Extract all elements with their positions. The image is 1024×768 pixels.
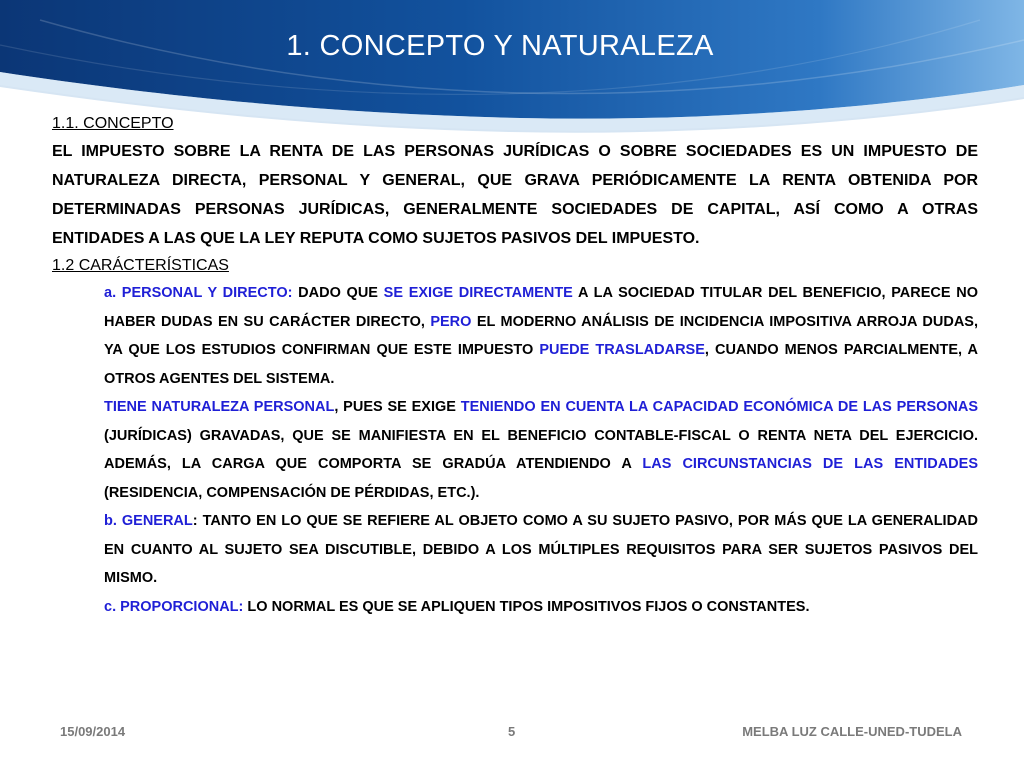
section-heading-caracteristicas: 1.2 CARÁCTERÍSTICAS <box>52 257 229 274</box>
footer-page-number: 5 <box>508 724 516 739</box>
body-text: A LA SOCIEDAD TITULAR DEL BENEFICIO, PARECE NO HABER DUDAS EN SU CARÁCTER DIRECTO, <box>104 285 978 330</box>
highlight-text: b. GENERAL <box>104 513 193 529</box>
slide-title: 1. CONCEPTO Y NATURALEZA <box>286 30 714 62</box>
paragraph-general <box>52 507 978 593</box>
highlight-text: SE EXIGE DIRECTAMENTE <box>383 285 573 301</box>
section-heading-concepto: 1.1. CONCEPTO <box>52 115 174 132</box>
paragraph-naturaleza-personal <box>52 393 978 507</box>
paragraph-proporcional <box>52 593 978 622</box>
body-text: (RESIDENCIA, COMPENSACIÓN DE PÉRDIDAS, ETC.). <box>104 484 480 501</box>
paragraph-personal-directo <box>52 279 978 393</box>
body-text: EL MODERNO ANÁLISIS DE INCIDENCIA IMPOSITIVA ARROJA DUDAS, YA QUE LOS ESTUDIOS CONFIRMAN QUE ESTE IMPUESTO <box>104 313 978 358</box>
body-text: , PUES SE EXIGE <box>334 399 461 415</box>
footer-author: MELBA LUZ CALLE-UNED-TUDELA <box>742 724 962 739</box>
highlight-text: c. PROPORCIONAL: <box>104 598 244 615</box>
highlight-text: PUEDE TRASLADARSE <box>539 342 705 358</box>
highlight-text: PERO <box>430 313 472 330</box>
highlight-text: TENIENDO EN CUENTA LA CAPACIDAD ECONÓMICA DE LAS PERSONAS <box>460 399 979 415</box>
body-text: : TANTO EN LO QUE SE REFIERE AL OBJETO COMO A SU SUJETO PASIVO, POR MÁS QUE LA GENERALIDAD EN CUANTO AL SUJETO SEA DISCUTIBLE, DEBIDO A LOS MÚLTIPLES REQUISITOS PARA SER SUJETOS PASIVOS DEL MISMO. <box>104 513 978 586</box>
slide-content <box>52 111 978 621</box>
body-text: LO NORMAL ES QUE SE APLIQUEN TIPOS IMPOSITIVOS FIJOS O CONSTANTES. <box>243 598 810 615</box>
highlight-text: TIENE NATURALEZA PERSONAL <box>104 399 335 415</box>
body-text: , CUANDO MENOS PARCIALMENTE, A OTROS AGENTES DEL SISTEMA. <box>104 342 978 387</box>
concepto-paragraph: EL IMPUESTO SOBRE LA RENTA DE LAS PERSONAS JURÍDICAS O SOBRE SOCIEDADES ES UN IMPUESTO DE NATURALEZA DIRECTA, PERSONAL Y GENERAL, QUE GRAVA PERIÓDICAMENTE LA RENTA OBTENIDA POR DETERMINADAS PERSONAS JURÍDICAS, GENERALMENTE SOCIEDADES DE CAPITAL, ASÍ COMO A OTRAS ENTIDADES A LAS QUE LA LEY REPUTA COMO SUJETOS PASIVOS DEL IMPUESTO. <box>52 143 978 247</box>
highlight-text: a. PERSONAL Y DIRECTO: <box>104 285 293 301</box>
body-text: (JURÍDICAS) GRAVADAS, QUE SE MANIFIESTA EN EL BENEFICIO CONTABLE-FISCAL O RENTA NETA DEL EJERCICIO. ADEMÁS, LA CARGA QUE COMPORTA SE GRADÚA ATENDIENDO A <box>104 427 978 472</box>
footer-date: 15/09/2014 <box>60 724 126 739</box>
highlight-text: LAS CIRCUNSTANCIAS DE LAS ENTIDADES <box>642 456 979 472</box>
body-text: DADO QUE <box>292 285 384 301</box>
